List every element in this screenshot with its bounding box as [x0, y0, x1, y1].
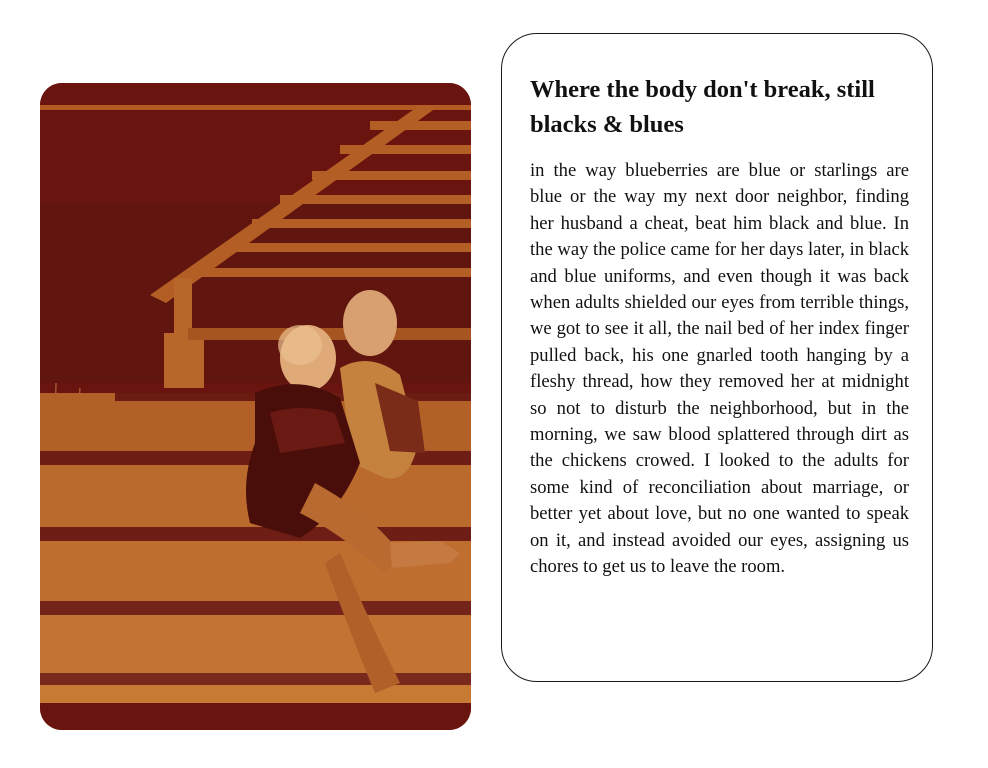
poem-card: [501, 33, 933, 682]
poem-body: in the way blueberries are blue or starlings are blue or the way my next door neighbor, finding her husband a cheat, beat him black and blue. In the way the police came for her days later, in black and blue uniforms, and even though it was back when adults shielded our eyes from terrible things, we got to see it all, the nail bed of her index finger pulled back, his one gnarled tooth hanging by a fleshy thread, how they removed her at midnight so not to disturb the neighborhood, but in the morning, we saw blood splattered through dirt as the chickens crowed. I looked to the adults for some kind of reconciliation about marriage, or better yet about love, but no one wanted to speak on it, and instead avoided our eyes, assigning us chores to get us to leave the room.: [530, 160, 909, 578]
photo-inverted-porch-children: [40, 83, 471, 730]
photo-illustration: [40, 83, 471, 730]
poem-title: Where the body don't break, still blacks & blues: [530, 76, 875, 138]
